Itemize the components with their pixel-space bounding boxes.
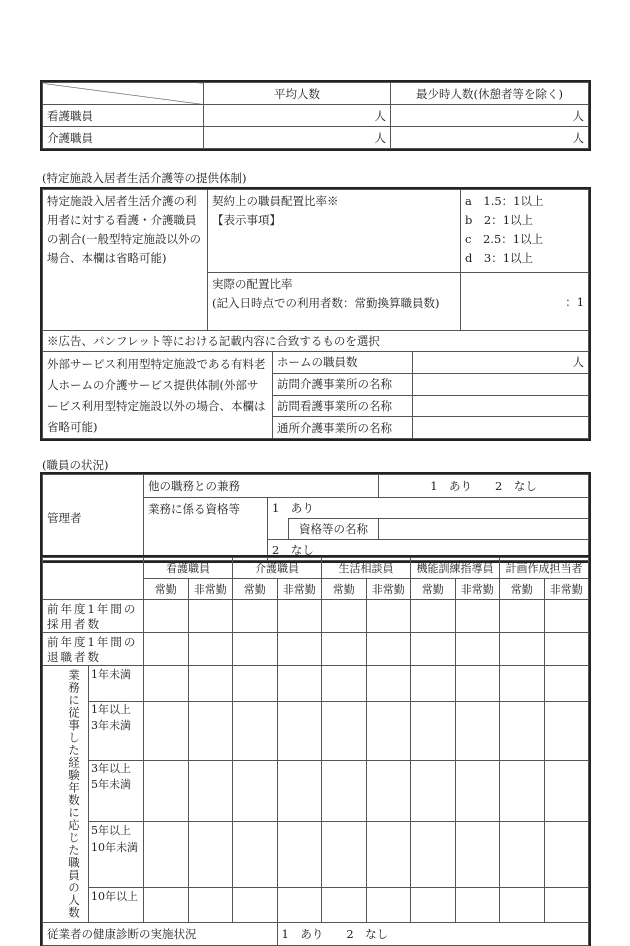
qualification-label: 業務に係る資格等 <box>144 498 268 561</box>
count-cell[interactable] <box>322 702 367 760</box>
count-cell[interactable] <box>544 888 589 923</box>
count-cell[interactable] <box>144 666 189 702</box>
qualification-yes-option[interactable]: 1 あり <box>268 498 589 519</box>
count-cell[interactable] <box>144 600 189 633</box>
retired-row <box>43 633 589 666</box>
count-cell[interactable] <box>411 760 456 821</box>
count-cell[interactable] <box>366 633 411 666</box>
hired-row <box>43 600 589 633</box>
count-cell[interactable] <box>188 633 233 666</box>
ratio-label: 特定施設入居者生活介護の利用者に対する看護・介護職員の割合(一般型特定施設以外の場合、本欄は省略可能) <box>43 190 208 331</box>
count-cell[interactable] <box>455 666 500 702</box>
count-cell[interactable] <box>277 760 322 821</box>
header-average: 平均人数 <box>204 83 391 105</box>
contract-ratio-cell <box>208 190 461 273</box>
count-cell[interactable] <box>188 888 233 923</box>
experience-row <box>43 760 589 821</box>
count-cell[interactable] <box>544 760 589 821</box>
count-cell[interactable] <box>544 702 589 760</box>
experience-row-label <box>89 821 144 887</box>
nurse-average-field[interactable]: 人 <box>204 105 391 127</box>
actual-ratio-cell <box>208 273 461 331</box>
count-cell[interactable] <box>500 821 545 887</box>
count-cell[interactable] <box>366 888 411 923</box>
experience-row-label: 10年以上 <box>89 888 144 923</box>
count-cell[interactable] <box>233 666 278 702</box>
role-header-care: 介護職員 <box>233 558 322 579</box>
count-cell[interactable] <box>366 760 411 821</box>
count-cell[interactable] <box>366 821 411 887</box>
count-cell[interactable] <box>455 600 500 633</box>
full-time-header: 常勤 <box>233 579 278 600</box>
day-care-office-label: 通所介護事業所の名称 <box>273 417 413 439</box>
part-time-header: 非常勤 <box>277 579 322 600</box>
count-cell[interactable] <box>322 633 367 666</box>
ratio-options[interactable] <box>461 190 589 273</box>
experience-to: 10年未満 <box>91 840 138 854</box>
experience-row-label <box>89 702 144 760</box>
count-cell[interactable] <box>544 600 589 633</box>
qualification-no-option[interactable]: 2 なし <box>268 540 589 561</box>
staff-count-table <box>42 82 589 149</box>
count-cell[interactable] <box>144 760 189 821</box>
option-b[interactable]: b 2：1以上 <box>465 213 534 227</box>
count-cell[interactable] <box>455 821 500 887</box>
count-cell[interactable] <box>411 702 456 760</box>
count-cell[interactable] <box>455 888 500 923</box>
count-cell[interactable] <box>277 600 322 633</box>
count-cell[interactable] <box>188 821 233 887</box>
manager-label: 管理者 <box>43 475 144 561</box>
count-cell[interactable] <box>277 666 322 702</box>
role-header-nurse: 看護職員 <box>144 558 233 579</box>
count-cell[interactable] <box>277 702 322 760</box>
experience-row <box>43 702 589 760</box>
provision-table <box>42 189 589 439</box>
concurrent-label: 他の職務との兼務 <box>144 475 379 498</box>
count-cell[interactable] <box>411 600 456 633</box>
experience-row-label <box>89 760 144 821</box>
full-time-header: 常勤 <box>500 579 545 600</box>
count-cell[interactable] <box>500 888 545 923</box>
count-cell[interactable] <box>500 702 545 760</box>
hired-label: 前年度1年間の採用者数 <box>43 600 144 633</box>
home-care-office-field[interactable] <box>413 373 589 395</box>
count-cell[interactable] <box>455 702 500 760</box>
diagonal-header-cell <box>43 83 204 105</box>
count-cell[interactable] <box>322 821 367 887</box>
count-cell[interactable] <box>366 600 411 633</box>
count-cell[interactable] <box>188 760 233 821</box>
experience-from: 5年以上 <box>91 823 131 837</box>
count-cell[interactable] <box>144 633 189 666</box>
option-a[interactable]: a 1.5：1以上 <box>465 194 544 208</box>
home-nursing-office-label: 訪問看護事業所の名称 <box>273 395 413 417</box>
actual-ratio-field[interactable]: ：1 <box>461 273 589 331</box>
qualification-name-label: 資格等の名称 <box>289 519 379 540</box>
count-cell[interactable] <box>144 821 189 887</box>
staff-status-table <box>42 557 589 946</box>
home-care-office-label: 訪問介護事業所の名称 <box>273 373 413 395</box>
count-cell[interactable] <box>544 666 589 702</box>
count-cell[interactable] <box>277 888 322 923</box>
health-check-options[interactable]: 1 あり 2 なし <box>277 923 589 946</box>
count-cell[interactable] <box>322 888 367 923</box>
count-cell[interactable] <box>455 760 500 821</box>
count-cell[interactable] <box>144 702 189 760</box>
part-time-header: 非常勤 <box>188 579 233 600</box>
option-d[interactable]: d 3：1以上 <box>465 251 534 265</box>
count-cell[interactable] <box>233 633 278 666</box>
retired-label: 前年度1年間の退職者数 <box>43 633 144 666</box>
count-cell[interactable] <box>322 600 367 633</box>
part-time-header: 非常勤 <box>455 579 500 600</box>
count-cell[interactable] <box>544 821 589 887</box>
home-staff-field[interactable]: 人 <box>413 352 589 374</box>
full-time-header: 常勤 <box>322 579 367 600</box>
part-time-header: 非常勤 <box>366 579 411 600</box>
option-c[interactable]: c 2.5：1以上 <box>465 232 544 246</box>
count-cell[interactable] <box>322 666 367 702</box>
count-cell[interactable] <box>233 600 278 633</box>
manager-table <box>42 474 589 561</box>
experience-row <box>43 821 589 887</box>
full-time-header: 常勤 <box>144 579 189 600</box>
count-cell[interactable] <box>500 760 545 821</box>
qualification-name-field[interactable] <box>379 519 589 540</box>
experience-from: 1年以上 <box>91 703 131 717</box>
care-minimum-field[interactable]: 人 <box>391 127 589 149</box>
count-cell[interactable] <box>411 633 456 666</box>
experience-from: 3年以上 <box>91 761 131 775</box>
count-cell[interactable] <box>544 633 589 666</box>
row-label-nurse: 看護職員 <box>43 105 204 127</box>
role-header-counselor: 生活相談員 <box>322 558 411 579</box>
nurse-minimum-field[interactable]: 人 <box>391 105 589 127</box>
external-service-label: 外部サービス利用型特定施設である有料老人ホームの介護サービス提供体制(外部サービス利用型特定施設以外の場合、本欄は省略可能) <box>43 352 273 439</box>
count-cell[interactable] <box>500 633 545 666</box>
count-cell[interactable] <box>411 888 456 923</box>
contract-ratio-label: 契約上の職員配置比率※ <box>212 194 339 208</box>
count-cell[interactable] <box>233 760 278 821</box>
section-title-staff-status: (職員の状況) <box>42 458 109 472</box>
count-cell[interactable] <box>322 760 367 821</box>
count-cell[interactable] <box>500 600 545 633</box>
full-time-header: 常勤 <box>411 579 456 600</box>
row-label-care: 介護職員 <box>43 127 204 149</box>
count-cell[interactable] <box>233 821 278 887</box>
role-header-planner: 計画作成担当者 <box>500 558 589 579</box>
count-cell[interactable] <box>188 702 233 760</box>
experience-label: 業務に従事した経験年数に応じた職員の人数 <box>43 666 89 923</box>
contract-ratio-sub: 【表示事項】 <box>212 213 281 227</box>
experience-row <box>43 888 589 923</box>
count-cell[interactable] <box>188 666 233 702</box>
role-header-trainer: 機能訓練指導員 <box>411 558 500 579</box>
count-cell[interactable] <box>277 633 322 666</box>
count-cell[interactable] <box>277 821 322 887</box>
experience-to: 3年未満 <box>91 719 131 733</box>
care-average-field[interactable]: 人 <box>204 127 391 149</box>
experience-to: 5年未満 <box>91 777 131 791</box>
actual-ratio-sub: (記入日時点での利用者数：常勤換算職員数) <box>212 296 440 310</box>
count-cell[interactable] <box>366 702 411 760</box>
experience-row-label: 1年未満 <box>89 666 144 702</box>
health-check-label: 従業者の健康診断の実施状況 <box>43 923 278 946</box>
count-cell[interactable] <box>455 633 500 666</box>
part-time-header: 非常勤 <box>544 579 589 600</box>
home-nursing-office-field[interactable] <box>413 395 589 417</box>
selection-note: ※広告、パンフレット等における記載内容に合致するものを選択 <box>43 331 589 352</box>
count-cell[interactable] <box>233 702 278 760</box>
actual-ratio-label: 実際の配置比率 <box>212 277 293 291</box>
count-cell[interactable] <box>366 666 411 702</box>
section-title-provision: (特定施設入居者生活介護等の提供体制) <box>42 171 247 185</box>
count-cell[interactable] <box>233 888 278 923</box>
header-minimum: 最少時人数(休憩者等を除く) <box>391 83 589 105</box>
count-cell[interactable] <box>500 666 545 702</box>
count-cell[interactable] <box>411 666 456 702</box>
count-cell[interactable] <box>411 821 456 887</box>
experience-row <box>43 666 589 702</box>
count-cell[interactable] <box>188 600 233 633</box>
home-staff-label: ホームの職員数 <box>273 352 413 374</box>
concurrent-options[interactable]: 1 あり 2 なし <box>379 475 589 498</box>
day-care-office-field[interactable] <box>413 417 589 439</box>
count-cell[interactable] <box>144 888 189 923</box>
